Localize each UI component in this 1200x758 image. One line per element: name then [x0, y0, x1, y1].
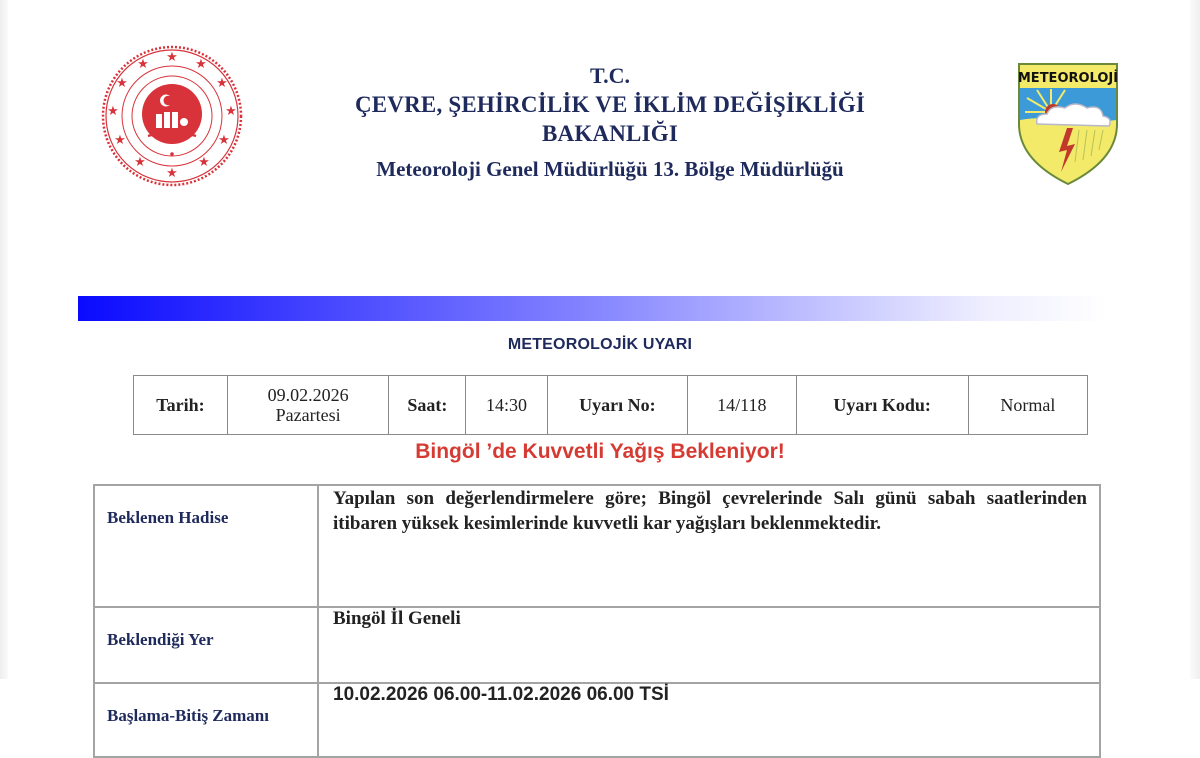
header-department: Meteoroloji Genel Müdürlüğü 13. Bölge Müdürlüğü: [376, 157, 844, 181]
svg-text:★: ★: [137, 57, 149, 72]
code-value: Normal: [968, 376, 1087, 435]
time-label: Saat:: [389, 376, 466, 435]
number-label: Uyarı No:: [547, 376, 687, 435]
detail-row-location: [94, 607, 1100, 683]
detail-row-period: [94, 683, 1100, 757]
svg-text:★: ★: [166, 166, 178, 181]
meteoroloji-shield-icon: [1017, 62, 1119, 186]
header-tc: T.C.: [590, 63, 630, 88]
warning-meta-table: [133, 375, 1088, 435]
document-header: [300, 62, 920, 186]
svg-text:METEOROLOJİ: METEOROLOJİ: [1017, 71, 1119, 86]
time-value: 14:30: [466, 376, 547, 435]
svg-text:★: ★: [116, 76, 128, 91]
warning-details-table: [93, 484, 1101, 758]
day-value: Pazartesi: [275, 405, 341, 425]
svg-text:★: ★: [114, 133, 126, 148]
svg-text:★: ★: [166, 50, 178, 65]
number-value: 14/118: [688, 376, 797, 435]
period-label: Başlama-Bitiş Zamanı: [94, 683, 318, 757]
event-value: Yapılan son değerlendirmelere göre; Bingöl çevrelerinde Salı günü sabah saatlerinden itibaren yüksek kesimlerinde kuvvetli kar yağışları beklenmektedir.: [318, 485, 1100, 607]
header-ministry-line2: BAKANLIĞI: [542, 121, 678, 146]
svg-text:★: ★: [198, 155, 210, 170]
location-value: Bingöl İl Geneli: [318, 607, 1100, 683]
detail-row-event: [94, 485, 1100, 607]
header-ministry-line1: ÇEVRE, ŞEHİRCİLİK VE İKLİM DEĞİŞİKLİĞİ: [354, 92, 866, 117]
svg-text:★: ★: [216, 76, 228, 91]
period-value: 10.02.2026 06.00-11.02.2026 06.00 TSİ: [318, 683, 1100, 757]
date-cell: [227, 376, 388, 435]
svg-text:★: ★: [195, 57, 207, 72]
date-label: Tarih:: [134, 376, 228, 435]
svg-text:★: ★: [134, 155, 146, 170]
event-label: Beklenen Hadise: [94, 485, 318, 607]
svg-text:★: ★: [107, 104, 119, 119]
ministry-seal-icon: [100, 44, 244, 188]
header-divider-bar: [78, 296, 1108, 321]
location-label: Beklendiği Yer: [94, 607, 318, 683]
date-value: 09.02.2026: [267, 385, 349, 405]
svg-text:★: ★: [225, 104, 237, 119]
warning-headline: Bingöl ’de Kuvvetli Yağış Bekleniyor!: [415, 440, 785, 463]
warning-title: METEOROLOJİK UYARI: [507, 336, 693, 353]
svg-text:★: ★: [218, 133, 230, 148]
code-label: Uyarı Kodu:: [796, 376, 968, 435]
